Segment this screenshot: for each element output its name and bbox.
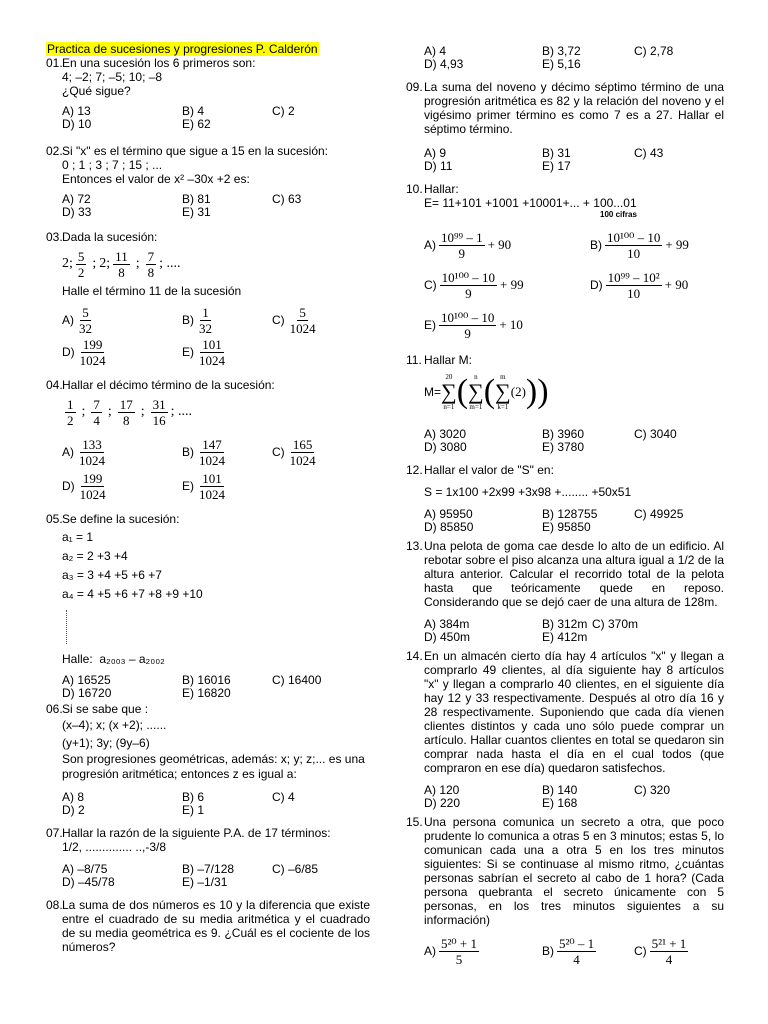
term-a3: a₃ = 3 +4 +5 +6 +7: [62, 568, 162, 582]
fraction: $\frac{7}{8}$: [147, 248, 155, 280]
option-a[interactable]: A) $\frac{\text{10⁹⁹ – 1}}{9}$ + 90: [424, 229, 512, 261]
underbrace-label: 100 cifras: [600, 210, 637, 219]
options: [406, 783, 724, 809]
option-b[interactable]: B) $\frac{147}{1024}$: [182, 436, 225, 468]
fraction: $\frac{11}{8}$: [115, 248, 128, 280]
expression: S = 1x100 +2x99 +3x98 +........ +50x51: [424, 485, 632, 499]
question-09: [406, 80, 724, 172]
option-c[interactable]: C) 4: [272, 790, 295, 804]
question-ask: Son progresiones geométricas, además: x; y; z;... es una progresión aritmética; entonces z es igual a:: [62, 752, 365, 781]
option-c[interactable]: C) 16400: [272, 673, 322, 687]
option-c[interactable]: C) $\frac{\text{10¹⁰⁰ – 10}}{9}$ + 99: [424, 269, 524, 301]
option-a[interactable]: A) $\frac{133}{1024}$: [62, 436, 105, 468]
option-e[interactable]: E) 16820: [182, 686, 231, 700]
option-b[interactable]: B) 3960: [542, 427, 585, 441]
sequence: 1/2, .............. ..,-3/8: [62, 840, 167, 854]
option-d[interactable]: D) $\frac{199}{1024}$: [62, 470, 106, 502]
options: [46, 192, 370, 218]
question-13: [406, 539, 724, 643]
option-b[interactable]: B) 81: [182, 192, 211, 206]
option-c[interactable]: C) 320: [634, 783, 671, 797]
question-ask: Halle:: [62, 652, 93, 666]
seq-tail: ; ....: [159, 256, 181, 271]
option-c[interactable]: C) 63: [272, 192, 302, 206]
options: [46, 432, 370, 506]
question-number: 01.: [46, 56, 63, 70]
question-ask: Halle el término 11 de la sucesión: [62, 284, 242, 298]
option-d[interactable]: D) $\frac{\text{10⁹⁹ – 10²}}{10}$ + 90: [590, 269, 689, 301]
question-06: [46, 702, 370, 816]
option-d[interactable]: D) 450m: [424, 630, 471, 644]
option-e[interactable]: E) $\frac{101}{1024}$: [182, 336, 225, 368]
option-a[interactable]: A) 8: [62, 790, 85, 804]
question-number: 06.: [46, 702, 63, 716]
options: [46, 104, 370, 130]
term-a1: a₁ = 1: [62, 530, 94, 544]
question-text: En una sucesión los 6 primeros son:: [62, 56, 256, 70]
option-a[interactable]: A) 384m: [424, 617, 470, 631]
option-a[interactable]: A) 13: [62, 104, 91, 118]
option-b[interactable]: B) $\frac{\text{10¹⁰⁰ – 10}}{10}$ + 99: [590, 229, 689, 261]
option-e[interactable]: E) 168: [542, 796, 578, 810]
question-number: 03.: [46, 230, 63, 244]
option-c[interactable]: C) 3040: [634, 427, 677, 441]
question-number: 07.: [46, 826, 63, 840]
option-b[interactable]: B) 312m: [542, 617, 588, 631]
seq-tail: ; ....: [170, 404, 193, 419]
question-text: Si se sabe que :: [62, 702, 149, 716]
option-c[interactable]: C) 49925: [634, 507, 684, 521]
option-a[interactable]: A) $\frac{5}{32}$: [62, 304, 92, 336]
option-e[interactable]: E) 3780: [542, 440, 585, 454]
inner-term: (2): [510, 384, 526, 399]
question-number: 15.: [406, 815, 423, 829]
fraction-sequence: $\frac{1}{2}$ ; $\frac{7}{4}$ ; $\frac{17}{8}$ ; $\frac{31}{16}$ ; ....: [67, 396, 193, 428]
option-c[interactable]: C) 370m: [592, 617, 639, 631]
option-b[interactable]: B) 3,72: [542, 44, 581, 58]
option-d[interactable]: D) 2: [62, 803, 85, 817]
question-08: [46, 898, 370, 954]
question-05: [46, 512, 370, 699]
option-c[interactable]: C) –6/85: [272, 862, 319, 876]
option-b[interactable]: B) $\frac{\text{5²⁰ – 1}}{4}$: [542, 935, 595, 967]
question-03: [46, 230, 370, 372]
question-number: 09.: [406, 80, 423, 94]
question-text: La suma de dos números es 10 y la diferencia que existe entre el cuadrado de su media aritmética y el cuadrado de su media geométrica es 9. ¿Cuál es el cociente de los números?: [62, 898, 370, 954]
question-04: [46, 378, 370, 506]
option-c[interactable]: C) $\frac{\text{5²¹ + 1}}{4}$: [634, 935, 687, 967]
option-b[interactable]: B) 4: [182, 104, 205, 118]
question-text: Hallar:: [424, 182, 459, 196]
option-c[interactable]: C) $\frac{165}{1024}$: [272, 436, 316, 468]
progression-1: (x–4); x; (x +2); ......: [62, 718, 167, 732]
page-title: Practica de sucesiones y progresiones P. Calderón: [47, 42, 318, 56]
progression-2: (y+1); 3y; (9y–6): [62, 736, 150, 750]
option-a[interactable]: A) 9: [424, 146, 447, 160]
fraction: $\frac{5}{2}$: [77, 248, 85, 280]
question-01: [46, 56, 370, 130]
option-d[interactable]: D) 10: [62, 117, 92, 131]
m-label: M=: [424, 385, 442, 399]
question-02: [46, 144, 370, 218]
question-number: 05.: [46, 512, 63, 526]
options: [46, 790, 370, 816]
question-ask: ¿Qué sigue?: [62, 84, 131, 98]
left-column: [46, 42, 370, 957]
question-text: Dada la sucesión:: [62, 230, 158, 244]
expression: a₂₀₀₃ – a₂₀₀₂: [99, 652, 165, 666]
question-number: 14.: [406, 649, 423, 663]
options: [406, 931, 724, 971]
seq-term: 2;: [99, 256, 111, 271]
question-text: En un almacén cierto día hay 4 artículos "x" y llegan a comprarlo 49 clientes, al día siguiente hay 8 artículos "x" y llegan a comprarlo 40 clientes, en el siguiente día hay 12 y 33 respectivamente. Después al otro día 16 y 28 respectivamente. Suponiendo que cada día vienen clientes distintos y cada uno sólo puede comprar un artículo. Hallar cuantos clientes en total se quedaron sin comprar nada hasta el día en el cual todos (que compraron en ese día) quedaron satisfechos.: [424, 649, 724, 775]
options: [406, 146, 724, 172]
term-a4: a₄ = 4 +5 +6 +7 +8 +9 +10: [62, 587, 203, 601]
option-e[interactable]: E) 95850: [542, 520, 591, 534]
option-a[interactable]: A) 4: [424, 44, 447, 58]
question-ask: Entonces el valor de x² –30x +2 es:: [62, 172, 250, 186]
options: [46, 300, 370, 372]
question-text: Hallar el décimo término de la sucesión:: [62, 378, 275, 392]
options: [46, 673, 370, 699]
option-e[interactable]: E) 5,16: [542, 57, 581, 71]
option-b[interactable]: B) 128755: [542, 507, 598, 521]
question-number: 08.: [46, 898, 63, 912]
option-a[interactable]: A) 95950: [424, 507, 473, 521]
option-a[interactable]: A) 72: [62, 192, 91, 206]
option-c[interactable]: C) 2,78: [634, 44, 674, 58]
option-b[interactable]: B) 6: [182, 790, 205, 804]
option-a[interactable]: A) –8/75: [62, 862, 108, 876]
question-number: 12.: [406, 463, 423, 477]
option-b[interactable]: B) $\frac{1}{32}$: [182, 304, 212, 336]
sigma-n: 20 ∑ n=1: [441, 373, 457, 411]
option-e[interactable]: E) 62: [182, 117, 211, 131]
option-e[interactable]: E) 1: [182, 803, 205, 817]
options: [406, 617, 724, 643]
options: [406, 507, 724, 533]
option-e[interactable]: E) 31: [182, 205, 211, 219]
question-number: 10.: [406, 182, 423, 196]
sum-expression: M= 20 ∑ n=1 ( n ∑ m=1 ( m ∑ k=1 (2) ) ): [424, 373, 549, 411]
question-number: 11.: [406, 353, 422, 367]
options: [406, 225, 724, 345]
option-d[interactable]: D) 33: [62, 205, 92, 219]
sequence: 0 ; 1 ; 3 ; 7 ; 15 ; ...: [62, 158, 163, 172]
question-text: Una persona comunica un secreto a otra, que poco prudente lo comunica a otras 5 en 3 minutos; estas 5, lo comunican cada una a otra 5 en los tres minutos siguientes: Si se continuase al mismo ritmo, ¿cuántas personas sabrían el secreto al cabo de 1 hora? (Cada persona quebranta el secreto únicamente con 5 personas, en los tres minutos siguientes a su información): [424, 815, 724, 927]
option-a[interactable]: A) 3020: [424, 427, 467, 441]
right-column: [406, 42, 724, 974]
question-text: La suma del noveno y décimo séptimo término de una progresión aritmética es 82 y la relación del noveno y el vigésimo primer término es como 7 es a 27. Hallar el séptimo término.: [424, 80, 724, 136]
question-15: [406, 815, 724, 971]
option-e[interactable]: E) –1/31: [182, 875, 228, 889]
option-c[interactable]: C) $\frac{5}{1024}$: [272, 304, 316, 336]
option-b[interactable]: B) 16016: [182, 673, 231, 687]
option-c[interactable]: C) 2: [272, 104, 295, 118]
vertical-ellipsis: [66, 610, 69, 644]
expression: E= 11+101 +1001 +10001+... + 100...01: [424, 196, 637, 210]
option-d[interactable]: D) $\frac{199}{1024}$: [62, 336, 106, 368]
question-text: Se define la sucesión:: [62, 512, 180, 526]
question-text: Si "x" es el término que sigue a 15 en la sucesión:: [62, 144, 329, 158]
question-14: [406, 649, 724, 809]
sigma-m: n ∑ m=1: [468, 373, 484, 411]
sigma-k: m ∑ k=1: [495, 373, 511, 411]
option-d[interactable]: D) 85850: [424, 520, 474, 534]
fraction-sequence: 2; $\frac{5}{2}$ ; 2; $\frac{11}{8}$ ; $\frac{7}{8}$ ; ....: [62, 248, 181, 280]
option-d[interactable]: D) 16720: [62, 686, 112, 700]
option-b[interactable]: B) –7/128: [182, 862, 235, 876]
sequence: 4; –2; 7; –5; 10; –8: [62, 70, 163, 84]
option-a[interactable]: A) 120: [424, 783, 460, 797]
question-text: Hallar la razón de la siguiente P.A. de 17 términos:: [62, 826, 331, 840]
options: [46, 862, 370, 888]
question-text: Hallar M:: [424, 353, 473, 367]
question-number: 13.: [406, 539, 423, 553]
question-text: Hallar el valor de "S" en:: [424, 463, 554, 477]
option-c[interactable]: C) 43: [634, 146, 664, 160]
option-e[interactable]: E) $\frac{\text{10¹⁰⁰ – 10}}{9}$ + 10: [424, 309, 523, 341]
option-b[interactable]: B) 31: [542, 146, 571, 160]
term-a2: a₂ = 2 +3 +4: [62, 549, 128, 563]
option-d[interactable]: D) 11: [424, 159, 453, 173]
question-number: 04.: [46, 378, 63, 392]
option-b[interactable]: B) 140: [542, 783, 578, 797]
option-e[interactable]: E) 412m: [542, 630, 588, 644]
question-text: Una pelota de goma cae desde lo alto de un edificio. Al rebotar sobre el piso alcanza una altura igual a 1/2 de la altura anterior. Calcular el recorrido total de la pelota hasta que teóricamente quede en reposo. Considerando que se dejó caer de una altura de 128m.: [424, 539, 724, 609]
option-d[interactable]: D) –45/78: [62, 875, 115, 889]
question-12: [406, 463, 724, 533]
question-number: 02.: [46, 144, 63, 158]
seq-term: 2;: [62, 256, 73, 271]
option-a[interactable]: A) $\frac{\text{5²⁰ + 1}}{5}$: [424, 935, 477, 967]
option-d[interactable]: D) 220: [424, 796, 461, 810]
option-a[interactable]: A) 16525: [62, 673, 111, 687]
question-10: [406, 182, 724, 345]
question-07: [46, 826, 370, 888]
options: [406, 427, 724, 453]
option-e[interactable]: E) $\frac{101}{1024}$: [182, 470, 225, 502]
option-d[interactable]: D) 3080: [424, 440, 467, 454]
option-e[interactable]: E) 17: [542, 159, 571, 173]
question-11: [406, 353, 724, 453]
q8-options: [406, 44, 724, 70]
option-d[interactable]: D) 4,93: [424, 57, 464, 71]
